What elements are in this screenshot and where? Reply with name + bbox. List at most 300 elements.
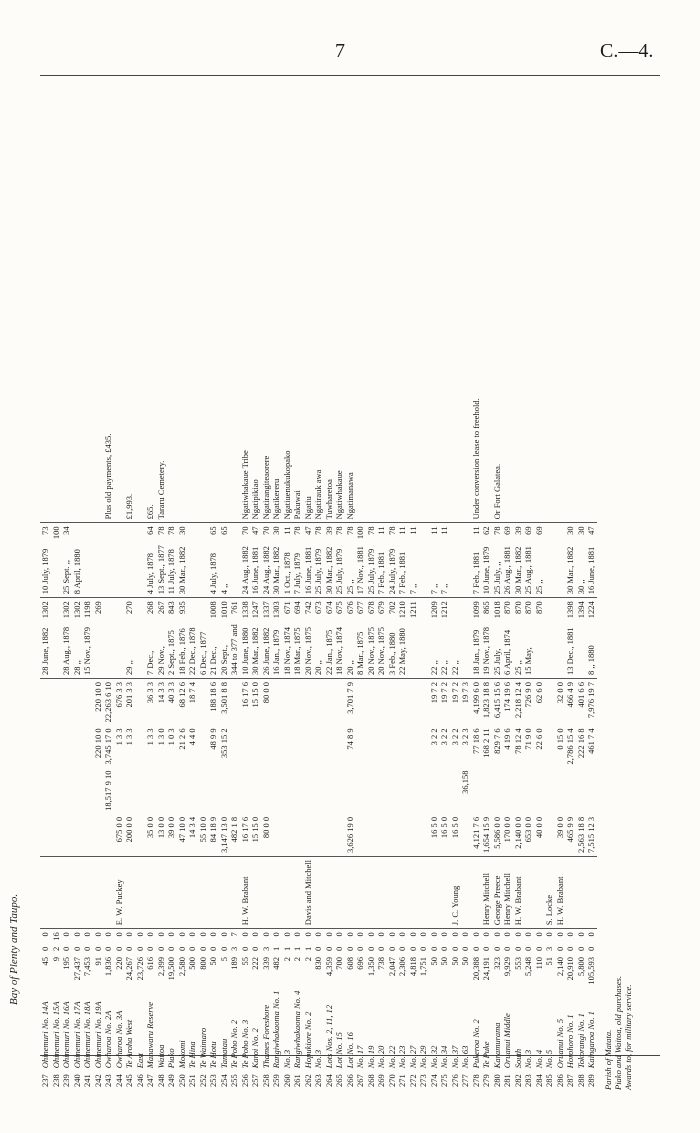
table-cell: 257 [250,1074,260,1087]
table-cell: Owharoa No. 2A [103,1010,113,1069]
table-cell: 482 [271,956,281,970]
table-cell [103,598,114,622]
table-cell: E. W. Puckey [113,879,124,926]
table-cell [376,768,387,814]
table-cell: 7 [229,929,240,944]
table-cell [565,395,576,523]
table-cell: 1018 [491,601,502,619]
table-cell: 0 [124,946,134,951]
table-cell [271,814,282,857]
table-cell [397,857,408,929]
table-cell: 267 [355,1074,365,1087]
table-cell: 0 [470,946,481,951]
table-cell [334,857,345,929]
table-cell: 110 [533,956,544,970]
table-cell [523,857,534,929]
table-cell [187,395,198,523]
table-row [135,395,146,1090]
table-cell: 269 [92,601,103,615]
table-cell [460,395,471,523]
table-cell: 1210 [397,601,407,619]
table-cell: 22 Dec., 1878 [187,627,197,676]
table-cell [334,768,345,814]
table-cell [166,768,177,814]
table-cell [565,768,576,814]
table-cell [345,768,356,814]
table-cell: 14 3 3 [156,679,167,726]
table-cell [408,814,419,857]
table-cell: 7,976 19 7 [586,679,597,726]
table-cell: 30 ,, [576,542,587,598]
table-cell: 3,701 7 9 [345,679,356,726]
table-cell: 276 [449,1074,460,1087]
table-cell: H. W. Brabant [239,876,250,926]
table-cell [187,768,198,814]
table-row [219,395,230,1090]
table-cell: 2,140 [554,956,565,977]
table-cell [135,679,146,726]
table-cell [198,395,209,523]
table-cell: 0 [93,929,104,944]
table-cell: 7 ,, [429,542,440,598]
table-cell [408,679,419,726]
table-cell: 39 [324,523,335,542]
table-cell: 0 [40,946,50,951]
table-cell [292,814,303,857]
table-cell: 0 15 0 [554,728,565,750]
table-row [534,395,545,1090]
table-cell [313,814,324,857]
table-cell: 10 June, 1879 [481,542,492,598]
table-cell: 0 [428,946,439,951]
table-cell: Oruanui No. 5 [554,1018,565,1069]
table-cell: 30 [177,523,188,542]
table-cell: 0 [135,929,146,944]
table-cell: 40 0 0 [534,814,545,857]
table-cell: 2 [302,956,313,962]
table-cell [124,523,135,542]
table-cell [303,768,314,814]
table-cell: 7,515 12 3 [586,814,597,857]
table-cell: 16 Jan., 1879 [271,629,281,676]
table-cell: 2 [50,946,61,951]
table-cell [229,768,240,814]
table-cell: 0 [166,929,177,944]
table-cell: 3,626 19 0 [345,814,356,857]
table-cell [51,598,62,622]
table-cell: No. 3 [523,1049,533,1069]
table-cell: 1,654 15 9 [481,814,492,857]
table-cell [366,814,377,857]
table-cell: 7,453 [82,956,92,977]
table-cell: 254 [218,1074,229,1087]
table-cell [72,857,83,929]
table-row [250,395,261,1090]
table-cell [187,523,198,542]
table-cell: 0 [513,929,524,944]
table-row [156,395,167,1090]
table-cell [114,598,125,622]
table-cell: 24 Aug., 1882 [261,542,272,598]
table-cell: 1,350 [365,956,376,977]
table-cell: 4 ,, [219,542,230,598]
table-cell [387,395,398,523]
table-cell: 0 [61,946,71,951]
table-row [324,395,335,1090]
table-cell: 62 6 0 [534,679,545,726]
table-cell: 7 Feb., 1881 [471,542,482,598]
table-cell: 0 [387,929,398,944]
table-cell: 70 [240,523,251,542]
table-cell: 22 Jan., 1875 [323,629,334,676]
table-row [429,395,440,1090]
table-cell: 19 7 2 [439,679,450,726]
table-cell: 78 [166,523,177,542]
table-cell [324,814,335,857]
table-cell: 16 17 6 [240,679,251,726]
table-cell [387,679,398,726]
table-cell: 0 [334,946,344,951]
table-cell: 26 Aug., 1881 [502,542,513,598]
table-cell [61,725,72,767]
table-cell [93,395,104,523]
table-row [229,395,240,1090]
table-cell [103,523,114,542]
table-cell: 1 Oct., 1878 [282,542,293,598]
table-cell: 15 15 0 [250,679,261,726]
table-row [198,395,209,1090]
table-cell: 0 [145,946,155,951]
table-cell [82,679,93,726]
table-row [376,395,387,1090]
table-cell [103,857,114,929]
table-cell [576,621,587,678]
table-cell: 0 [491,946,502,951]
table-cell: 68 12 6 [177,679,188,726]
table-cell: 0 [418,929,429,944]
table-cell: 78 [313,523,324,542]
table-cell [219,857,230,929]
table-cell [61,679,72,726]
table-cell: 870 [523,601,533,615]
table-cell: 0 [176,946,187,951]
table-cell: 1,823 18 8 [481,679,492,726]
table-cell: 0 [576,929,587,944]
table-cell: 653 0 0 [523,814,534,857]
table-cell [324,857,335,929]
table-cell: 29 Nov., [155,646,166,676]
table-cell: 78 [492,523,503,542]
table-cell: 100 [355,523,366,542]
table-cell: 16 5 0 [439,814,450,857]
table-cell: 11 [439,523,450,542]
table-cell [303,725,314,767]
table-cell [355,679,366,726]
table-cell: 289 [586,1074,596,1087]
table-cell [450,395,461,523]
table-cell [460,542,471,598]
table-cell [439,768,450,814]
table-cell [51,542,62,598]
table-cell: 0 [460,929,471,944]
table-cell: 0 [114,929,125,944]
table-cell [103,814,114,857]
table-cell [82,814,93,857]
table-row [72,395,83,1090]
table-cell [418,725,429,767]
table-cell: 168 2 11 [481,728,491,758]
table-cell: 0 [449,946,460,951]
table-cell: 260 [281,1074,292,1087]
table-cell: 1302 [71,601,82,619]
table-cell: 19,500 [166,956,176,981]
table-cell: 0 [586,929,597,944]
table-cell: 25 July, 1879 [366,542,377,598]
table-cell: 10 July, 1879 [40,542,51,598]
table-cell [544,679,555,726]
table-cell [555,598,566,622]
table-cell [376,679,387,726]
table-cell: No. 20 [376,1045,386,1069]
table-row [471,395,482,1090]
table-cell: George Preece [491,875,502,926]
table-row [40,395,51,1090]
piako-label: Piako and Waitoa, old purchases. [612,975,623,1090]
table-cell: 3 [260,946,271,951]
table-row [523,395,534,1090]
table-cell: 1209 [428,601,439,619]
table-cell: 69 [502,523,513,542]
table-cell: 870 [512,601,523,615]
table-cell: No. 29 [418,1045,428,1069]
table-cell: 843 [166,601,176,615]
table-row [418,395,429,1090]
table-cell [523,395,534,523]
table-cell: 2,047 [386,956,397,977]
table-cell: 282 [512,1074,523,1087]
table-cell: 0 [218,946,229,951]
table-cell: 195 [61,956,71,970]
table-cell: Te Puke [481,1041,491,1069]
table-cell [481,395,492,523]
table-cell [135,725,146,767]
table-row [345,395,356,1090]
table-cell: 64 [145,523,156,542]
table-cell: No. 23 [397,1045,407,1069]
table-cell [240,725,251,767]
table-cell: 222 [250,956,260,970]
table-cell: 2 [292,956,302,962]
table-cell [250,857,261,929]
table-cell: 28 Aug., 1878 [61,626,71,676]
table-cell: 1302 [61,601,71,619]
table-cell [145,768,156,814]
table-cell [324,679,335,726]
table-cell: 250 [176,1074,187,1087]
table-cell: 1 [292,946,302,951]
table-cell: 1 3 3 [145,728,155,746]
table-cell: 80 0 0 [261,814,272,857]
table-cell: 1008 [208,601,218,619]
table-cell: 323 [491,956,502,970]
table-row [292,395,303,1090]
table-cell: 20,388 [470,956,481,981]
table-cell: 11 [408,523,419,542]
table-cell [313,679,324,726]
table-cell: Lot No. 16 [344,1032,355,1069]
table-cell: 16 June, 1881 [250,542,261,598]
table-cell [208,857,219,929]
table-row [586,395,597,1090]
table-cell [544,768,555,814]
table-cell: 0 [429,929,440,944]
table-row [460,395,471,1090]
table-cell: 0 [313,929,324,944]
table-cell: 0 [303,929,314,944]
table-cell: 20 Sept., [218,645,229,676]
table-cell: 28 June, 1882 [40,627,50,676]
table-cell: 13 Sept., 1877 [156,542,167,598]
table-cell: 36 3 3 [145,679,156,726]
table-cell: 20 Nov., 1875 [365,626,376,676]
table-cell: 2,140 0 0 [513,814,524,857]
table-cell [229,679,240,726]
table-cell: 23,726 [134,956,145,981]
table-cell: 0 [82,946,92,951]
table-cell [51,857,62,929]
table-cell: 344 to 377 and [229,624,239,676]
table-cell: 1198 [82,601,92,618]
table-cell [544,725,555,767]
table-cell: 0 [240,929,251,944]
table-cell: 353 15 2 [218,728,229,759]
table-cell [586,857,597,929]
table-cell: 24,267 [124,956,134,981]
table-cell: 0 [439,946,449,951]
table-cell: 24,191 [481,956,491,981]
table-row [439,395,450,1090]
table-cell: 238 [50,1074,61,1087]
table-cell: 248 [155,1074,166,1087]
table-cell: 800 [197,956,208,970]
table-cell [72,768,83,814]
table-cell: 189 [229,956,239,970]
table-cell: 50 [449,956,460,966]
table-cell: 244 [113,1074,124,1087]
table-cell: 264 [323,1074,334,1087]
table-cell [355,857,366,929]
table-cell: 62 [481,523,492,542]
table-cell [282,814,293,857]
table-cell: 30 Mar., 1882 [565,542,576,598]
table-row [502,395,513,1090]
table-cell [534,768,545,814]
table-row [555,395,566,1090]
table-cell: 18 Mar., 1875 [292,627,302,676]
table-cell: 0 [355,946,365,951]
table-row [271,395,282,1090]
table-cell [387,725,398,767]
table-cell: 935 [176,601,187,615]
table-cell [471,857,482,929]
table-cell [40,395,51,523]
table-cell [355,768,366,814]
table-cell: 262 [302,1074,313,1087]
table-cell: 78 [292,523,303,542]
table-cell: 0 [555,929,566,944]
table-cell [229,725,240,767]
table-cell: 48 9 9 [208,728,218,750]
table-cell: Kaingaroa No. 1 [586,1011,596,1069]
table-cell: Pakuwai [292,490,302,520]
table-cell: 7 ,, [439,542,450,598]
table-cell: 50 [460,956,470,966]
table-cell: S. Locke [544,894,554,926]
table-cell: 0 [166,946,176,951]
table-cell: 700 [334,956,344,970]
table-cell: Ngatiwhakaue Tribe [239,450,250,520]
table-cell: 465 9 9 [565,814,576,857]
table-cell: 3 2 2 [449,728,460,746]
document-reference: C.—4. [600,40,654,62]
table-row [240,395,251,1090]
table-cell: 19 7 3 [460,679,471,726]
table-cell: 50 [428,956,439,966]
table-cell: 674 [323,601,334,615]
table-cell [313,725,324,767]
table-cell [198,725,209,767]
table-cell: Lots Nos. 2, 11, 12 [323,1004,334,1069]
table-cell: 252 [197,1074,208,1087]
table-cell: 761 [229,601,239,615]
table-cell: 15 May, [523,647,533,676]
table-cell [135,542,146,598]
table-cell: 1302 [40,601,50,619]
table-cell: 270 [386,1074,397,1087]
table-cell [555,523,566,542]
table-cell: 17 Nov., 1881 [355,542,366,598]
table-cell [523,768,534,814]
table-cell: 21 Dec., [208,646,218,676]
table-cell: 0 [502,946,512,951]
table-cell: 0 [366,929,377,944]
table-cell [261,725,272,767]
table-cell [82,395,93,523]
table-cell [460,857,471,929]
table-cell: Ngatiwhakaue [334,470,344,520]
table-cell: 608 [344,956,355,970]
table-cell: 3 Feb., 1880 [386,632,397,676]
table-cell: No. 34 [439,1045,449,1069]
table-cell: 1 3 0 [155,728,166,746]
table-cell: 616 [145,956,155,970]
table-cell: 30 Mar., 1882 [271,542,282,598]
table-cell [544,598,555,622]
table-cell: 25 July, 1879 [313,542,324,598]
table-cell: 280 [491,1074,502,1087]
table-cell: 4 19 6 [502,728,512,750]
table-cell [471,768,482,814]
table-cell [93,621,104,678]
table-cell: 8 ,, 1880 [586,645,596,676]
table-cell [429,395,440,523]
table-cell [450,768,461,814]
table-cell: 3,501 8 8 [219,679,230,726]
table-cell: 222 16 8 [575,728,586,759]
table-cell [387,814,398,857]
table-cell: 1337 [260,601,271,619]
table-cell [418,598,429,622]
